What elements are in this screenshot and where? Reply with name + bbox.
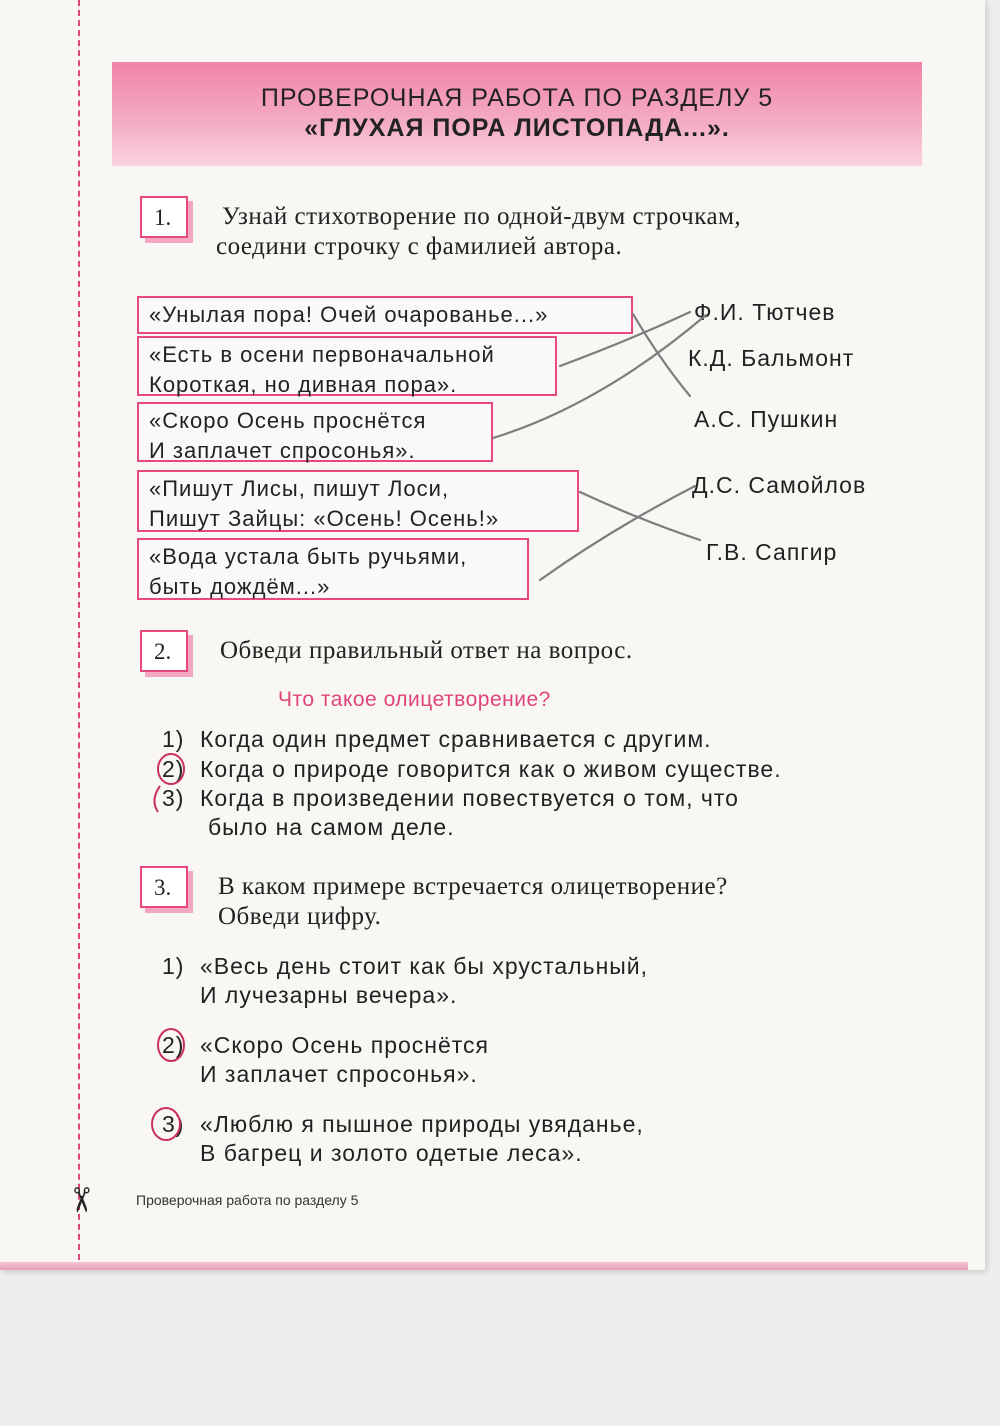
pen-marks [152, 754, 184, 1140]
question-3-number: 3. [140, 866, 188, 908]
quote-4-line2: Пишут Зайцы: «Осень! Осень!» [149, 506, 500, 531]
question-3-text-line2: Обведи цифру. [218, 903, 382, 930]
q3-option-2-line1[interactable]: «Скоро Осень проснётся [200, 1032, 490, 1058]
q3-option-3-num[interactable]: 3) [162, 1111, 185, 1137]
q3-option-2-line2[interactable]: И заплачет спросонья». [200, 1061, 478, 1087]
q2-option-1-num[interactable]: 1) [162, 726, 185, 752]
q2-option-2-text[interactable]: Когда о природе говорится как о живом существе. [200, 756, 782, 782]
question-2-text: Обведи правильный ответ на вопрос. [220, 637, 633, 664]
author-balmont[interactable]: К.Д. Бальмонт [688, 345, 855, 371]
q2-option-3-num[interactable]: 3) [162, 785, 185, 811]
q3-option-1-line1[interactable]: «Весь день стоит как бы хрустальный, [200, 953, 649, 979]
pencil-lines [493, 312, 706, 580]
line-quote2-tyutchev [560, 312, 690, 366]
quote-5-line2: быть дождём...» [149, 574, 331, 599]
q2-option-3-text-line2[interactable]: было на самом деле. [208, 814, 455, 840]
circle-q2-option2 [158, 754, 184, 784]
quote-1-line1: «Унылая пора! Очей очарованье...» [149, 302, 549, 327]
quote-2-line2: Короткая, но дивная пора». [149, 372, 458, 397]
q3-option-1-line2[interactable]: И лучезарны вечера». [200, 982, 458, 1008]
q3-option-1-num[interactable]: 1) [162, 953, 185, 979]
author-sapgir[interactable]: Г.В. Сапгир [706, 539, 838, 565]
quote-2-line1: «Есть в осени первоначальной [149, 342, 495, 367]
author-tyutchev[interactable]: Ф.И. Тютчев [694, 299, 836, 325]
quote-4-line1: «Пишут Лисы, пишут Лоси, [149, 476, 450, 501]
author-samoylov[interactable]: Д.С. Самойлов [692, 472, 867, 498]
quote-3-line1: «Скоро Осень проснётся [149, 408, 427, 433]
question-2-prompt: Что такое олицетворение? [278, 688, 551, 711]
line-quote1-pushkin [633, 314, 690, 396]
page-subtitle: «ГЛУХАЯ ПОРА ЛИСТОПАДА...». [304, 114, 730, 142]
quote-3-line2: И заплачет спросонья». [149, 438, 416, 463]
author-pushkin[interactable]: А.С. Пушкин [694, 406, 839, 432]
page-bottom-edge [0, 1262, 968, 1270]
question-1-text-line2: соедини строчку с фамилией автора. [216, 233, 623, 260]
q2-option-3-text-line1[interactable]: Когда в произведении повествуется о том, что [200, 785, 739, 811]
q2-option-2-num[interactable]: 2) [162, 756, 185, 782]
q3-option-3-line2[interactable]: В багрец и золото одетые леса». [200, 1140, 583, 1166]
question-1-text-line1: Узнай стихотворение по одной-двум строчкам, [222, 203, 742, 230]
q3-option-3-line1[interactable]: «Люблю я пышное природы увяданье, [200, 1111, 644, 1137]
mark-q2-option3 [154, 786, 160, 812]
quote-5-line1: «Вода устала быть ручьями, [149, 544, 468, 569]
scissors-icon: ✂ [60, 1185, 101, 1215]
page-title: ПРОВЕРОЧНАЯ РАБОТА ПО РАЗДЕЛУ 5 [260, 84, 774, 112]
circle-q3-option3 [152, 1108, 180, 1140]
q3-option-2-num[interactable]: 2) [162, 1032, 185, 1058]
question-3-text-line1: В каком примере встречается олицетворение? [218, 873, 728, 900]
question-2-number: 2. [140, 630, 188, 672]
question-1-number: 1. [140, 196, 188, 238]
line-quote5-samoylov [540, 486, 695, 580]
q2-option-1-text[interactable]: Когда один предмет сравнивается с другим. [200, 726, 712, 752]
circle-q3-option2 [158, 1029, 184, 1061]
page-footer: Проверочная работа по разделу 5 [136, 1192, 359, 1208]
